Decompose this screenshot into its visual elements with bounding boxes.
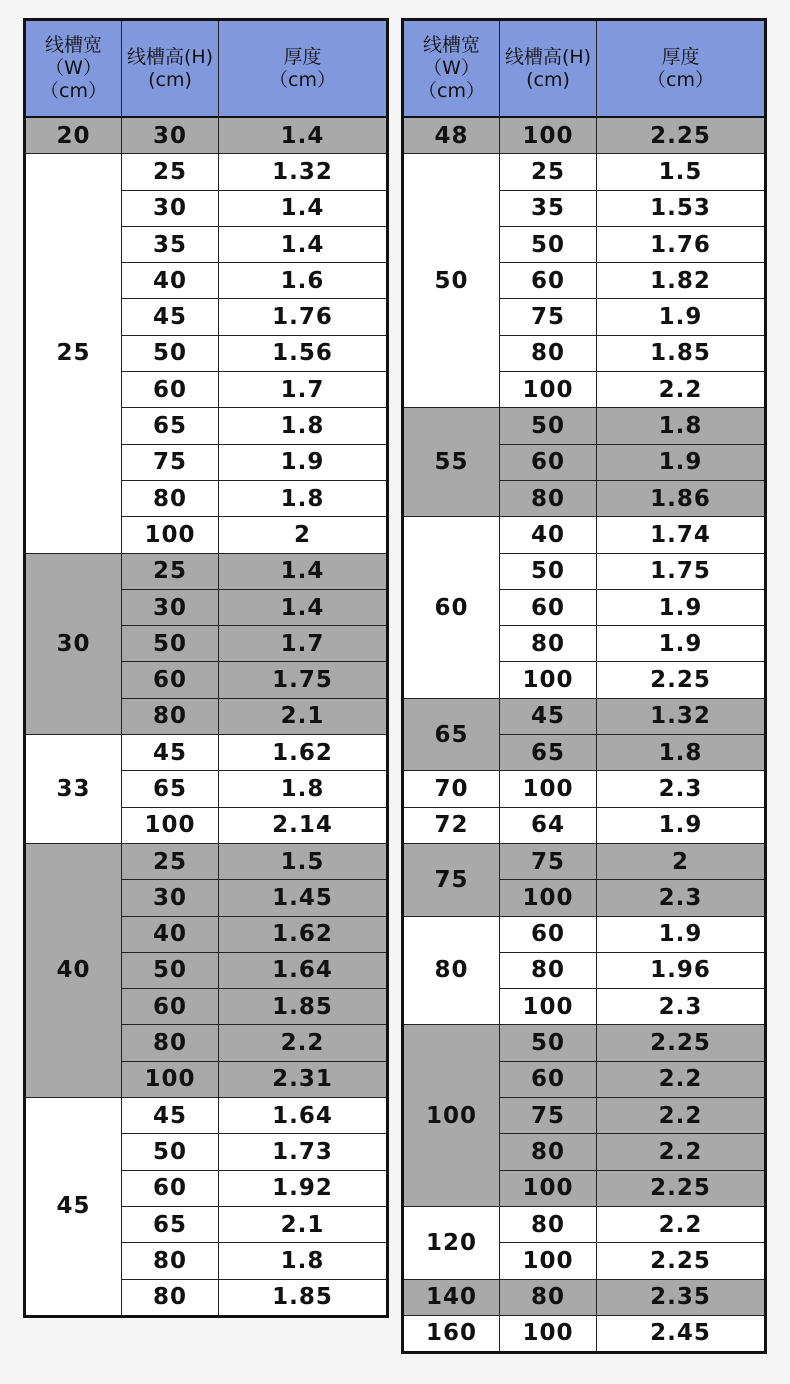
thickness-cell: 1.96 [597,952,766,988]
thickness-cell: 1.64 [219,952,388,988]
width-cell: 120 [403,1206,500,1279]
thickness-cell: 1.73 [219,1134,388,1170]
height-cell: 100 [122,807,219,843]
height-cell: 100 [500,1170,597,1206]
thickness-cell: 2.2 [597,1206,766,1242]
height-cell: 60 [122,1170,219,1206]
header-thickness-line1: 厚度 [661,45,700,68]
height-cell: 100 [500,117,597,154]
thickness-cell: 1.85 [597,335,766,371]
height-cell: 45 [122,299,219,335]
spec-table-left [23,18,389,1318]
width-cell: 48 [403,117,500,154]
height-cell: 75 [500,843,597,879]
thickness-cell: 1.9 [597,807,766,843]
height-cell: 80 [122,1025,219,1061]
width-cell: 45 [25,1098,122,1317]
header-height [500,20,597,118]
thickness-cell: 1.64 [219,1098,388,1134]
table-row [403,154,766,190]
table-row [403,807,766,843]
height-cell: 50 [500,1025,597,1061]
thickness-cell: 1.85 [219,989,388,1025]
thickness-cell: 2.3 [597,880,766,916]
height-cell: 45 [122,1098,219,1134]
table-row [403,517,766,553]
header-height-line2: (cm) [526,68,570,91]
thickness-cell: 1.9 [597,589,766,625]
height-cell: 100 [500,1315,597,1352]
height-cell: 80 [122,698,219,734]
height-cell: 100 [500,880,597,916]
table-row [25,117,388,154]
height-cell: 25 [122,843,219,879]
width-cell: 30 [25,553,122,734]
spec-table-right [401,18,767,1354]
thickness-cell: 2 [219,517,388,553]
table-row [403,408,766,444]
thickness-cell: 2.25 [597,1025,766,1061]
header-row [25,20,388,118]
header-width-line2: （W） [45,57,102,79]
thickness-cell: 1.4 [219,589,388,625]
table-row [25,843,388,879]
table-body [25,117,388,1316]
thickness-cell: 1.86 [597,480,766,516]
height-cell: 80 [500,1134,597,1170]
height-cell: 75 [122,444,219,480]
thickness-cell: 1.82 [597,263,766,299]
thickness-cell: 1.5 [219,843,388,879]
width-cell: 70 [403,771,500,807]
thickness-cell: 1.56 [219,335,388,371]
thickness-cell: 2.2 [597,1098,766,1134]
thickness-cell: 2.14 [219,807,388,843]
height-cell: 100 [500,662,597,698]
header-height [122,20,219,118]
header-width-line3: （cm） [418,80,485,102]
height-cell: 30 [122,117,219,154]
thickness-cell: 1.8 [597,408,766,444]
thickness-cell: 1.76 [219,299,388,335]
thickness-cell: 1.4 [219,190,388,226]
header-width-line1: 线槽宽 [422,34,480,56]
height-cell: 40 [122,916,219,952]
width-cell: 25 [25,154,122,553]
height-cell: 50 [500,408,597,444]
header-height-line2: (cm) [148,68,192,91]
width-cell: 140 [403,1279,500,1315]
thickness-cell: 1.5 [597,154,766,190]
thickness-cell: 1.4 [219,117,388,154]
width-cell: 50 [403,154,500,408]
thickness-cell: 1.53 [597,190,766,226]
height-cell: 80 [500,480,597,516]
height-cell: 75 [500,299,597,335]
height-cell: 75 [500,1098,597,1134]
header-width [25,20,122,118]
thickness-cell: 1.9 [597,444,766,480]
height-cell: 80 [500,1279,597,1315]
height-cell: 50 [500,226,597,262]
thickness-cell: 2.35 [597,1279,766,1315]
thickness-cell: 2.2 [597,372,766,408]
thickness-cell: 2.2 [219,1025,388,1061]
header-width-line1: 线槽宽 [44,34,102,56]
thickness-cell: 1.32 [219,154,388,190]
thickness-cell: 1.9 [597,299,766,335]
thickness-cell: 2.3 [597,771,766,807]
height-cell: 25 [500,154,597,190]
table-body [403,117,766,1353]
table-row [403,1279,766,1315]
width-cell: 75 [403,843,500,916]
height-cell: 100 [500,372,597,408]
width-cell: 80 [403,916,500,1025]
header-width-line3: （cm） [40,80,107,102]
thickness-cell: 2.45 [597,1315,766,1352]
height-cell: 60 [500,589,597,625]
width-cell: 55 [403,408,500,517]
thickness-cell: 1.62 [219,916,388,952]
thickness-cell: 1.7 [219,626,388,662]
thickness-cell: 2.3 [597,989,766,1025]
height-cell: 60 [500,916,597,952]
table-row [403,1206,766,1242]
table-row [25,154,388,190]
width-cell: 20 [25,117,122,154]
height-cell: 65 [122,771,219,807]
table-row [25,1098,388,1134]
table-row [25,553,388,589]
thickness-cell: 1.75 [597,553,766,589]
table-row [403,916,766,952]
height-cell: 35 [500,190,597,226]
thickness-cell: 1.74 [597,517,766,553]
height-cell: 80 [122,480,219,516]
width-cell: 40 [25,843,122,1097]
header-height-line1: 线槽高(H) [504,45,592,68]
table-row [403,698,766,734]
thickness-cell: 1.8 [219,480,388,516]
height-cell: 50 [500,553,597,589]
height-cell: 40 [122,263,219,299]
height-cell: 65 [122,1206,219,1242]
thickness-cell: 2.25 [597,1243,766,1279]
width-cell: 33 [25,735,122,844]
height-cell: 50 [122,952,219,988]
height-cell: 100 [500,1243,597,1279]
height-cell: 40 [500,517,597,553]
height-cell: 60 [500,1061,597,1097]
height-cell: 60 [122,662,219,698]
table-row [403,117,766,154]
height-cell: 80 [122,1279,219,1316]
thickness-cell: 1.8 [219,771,388,807]
thickness-cell: 1.75 [219,662,388,698]
table-row [403,1025,766,1061]
table-row [403,771,766,807]
table-row [403,1315,766,1352]
height-cell: 60 [122,989,219,1025]
width-cell: 65 [403,698,500,771]
height-cell: 60 [500,444,597,480]
thickness-cell: 1.92 [219,1170,388,1206]
height-cell: 45 [500,698,597,734]
thickness-cell: 1.4 [219,553,388,589]
thickness-cell: 1.9 [597,916,766,952]
header-width [403,20,500,118]
width-cell: 160 [403,1315,500,1352]
thickness-cell: 1.9 [597,626,766,662]
header-row [403,20,766,118]
height-cell: 80 [500,335,597,371]
height-cell: 100 [500,771,597,807]
table-row [25,735,388,771]
width-cell: 60 [403,517,500,698]
height-cell: 50 [122,626,219,662]
thickness-cell: 2 [597,843,766,879]
height-cell: 60 [122,372,219,408]
thickness-cell: 2.1 [219,698,388,734]
height-cell: 50 [122,335,219,371]
thickness-cell: 2.25 [597,117,766,154]
thickness-cell: 2.25 [597,662,766,698]
header-thickness-line1: 厚度 [283,45,322,68]
height-cell: 30 [122,880,219,916]
height-cell: 65 [500,735,597,771]
thickness-cell: 1.9 [219,444,388,480]
height-cell: 25 [122,553,219,589]
height-cell: 80 [500,626,597,662]
thickness-cell: 1.85 [219,1279,388,1316]
thickness-cell: 1.6 [219,263,388,299]
table-row [403,843,766,879]
height-cell: 50 [122,1134,219,1170]
height-cell: 80 [122,1243,219,1279]
height-cell: 100 [122,1061,219,1097]
height-cell: 25 [122,154,219,190]
height-cell: 80 [500,952,597,988]
header-thickness-line2: （cm） [647,68,714,91]
thickness-cell: 2.2 [597,1061,766,1097]
thickness-cell: 1.7 [219,372,388,408]
thickness-cell: 2.25 [597,1170,766,1206]
width-cell: 72 [403,807,500,843]
header-thickness [219,20,388,118]
height-cell: 80 [500,1206,597,1242]
height-cell: 60 [500,263,597,299]
thickness-cell: 1.45 [219,880,388,916]
height-cell: 65 [122,408,219,444]
height-cell: 45 [122,735,219,771]
height-cell: 100 [122,517,219,553]
height-cell: 30 [122,589,219,625]
thickness-cell: 2.2 [597,1134,766,1170]
height-cell: 35 [122,226,219,262]
height-cell: 30 [122,190,219,226]
thickness-cell: 1.76 [597,226,766,262]
thickness-cell: 1.8 [219,1243,388,1279]
thickness-cell: 2.1 [219,1206,388,1242]
thickness-cell: 1.8 [219,408,388,444]
header-height-line1: 线槽高(H) [126,45,214,68]
thickness-cell: 2.31 [219,1061,388,1097]
thickness-cell: 1.32 [597,698,766,734]
header-thickness-line2: （cm） [269,68,336,91]
height-cell: 100 [500,989,597,1025]
thickness-cell: 1.8 [597,735,766,771]
header-thickness [597,20,766,118]
width-cell: 100 [403,1025,500,1206]
header-width-line2: （W） [423,57,480,79]
thickness-cell: 1.4 [219,226,388,262]
height-cell: 64 [500,807,597,843]
thickness-cell: 1.62 [219,735,388,771]
